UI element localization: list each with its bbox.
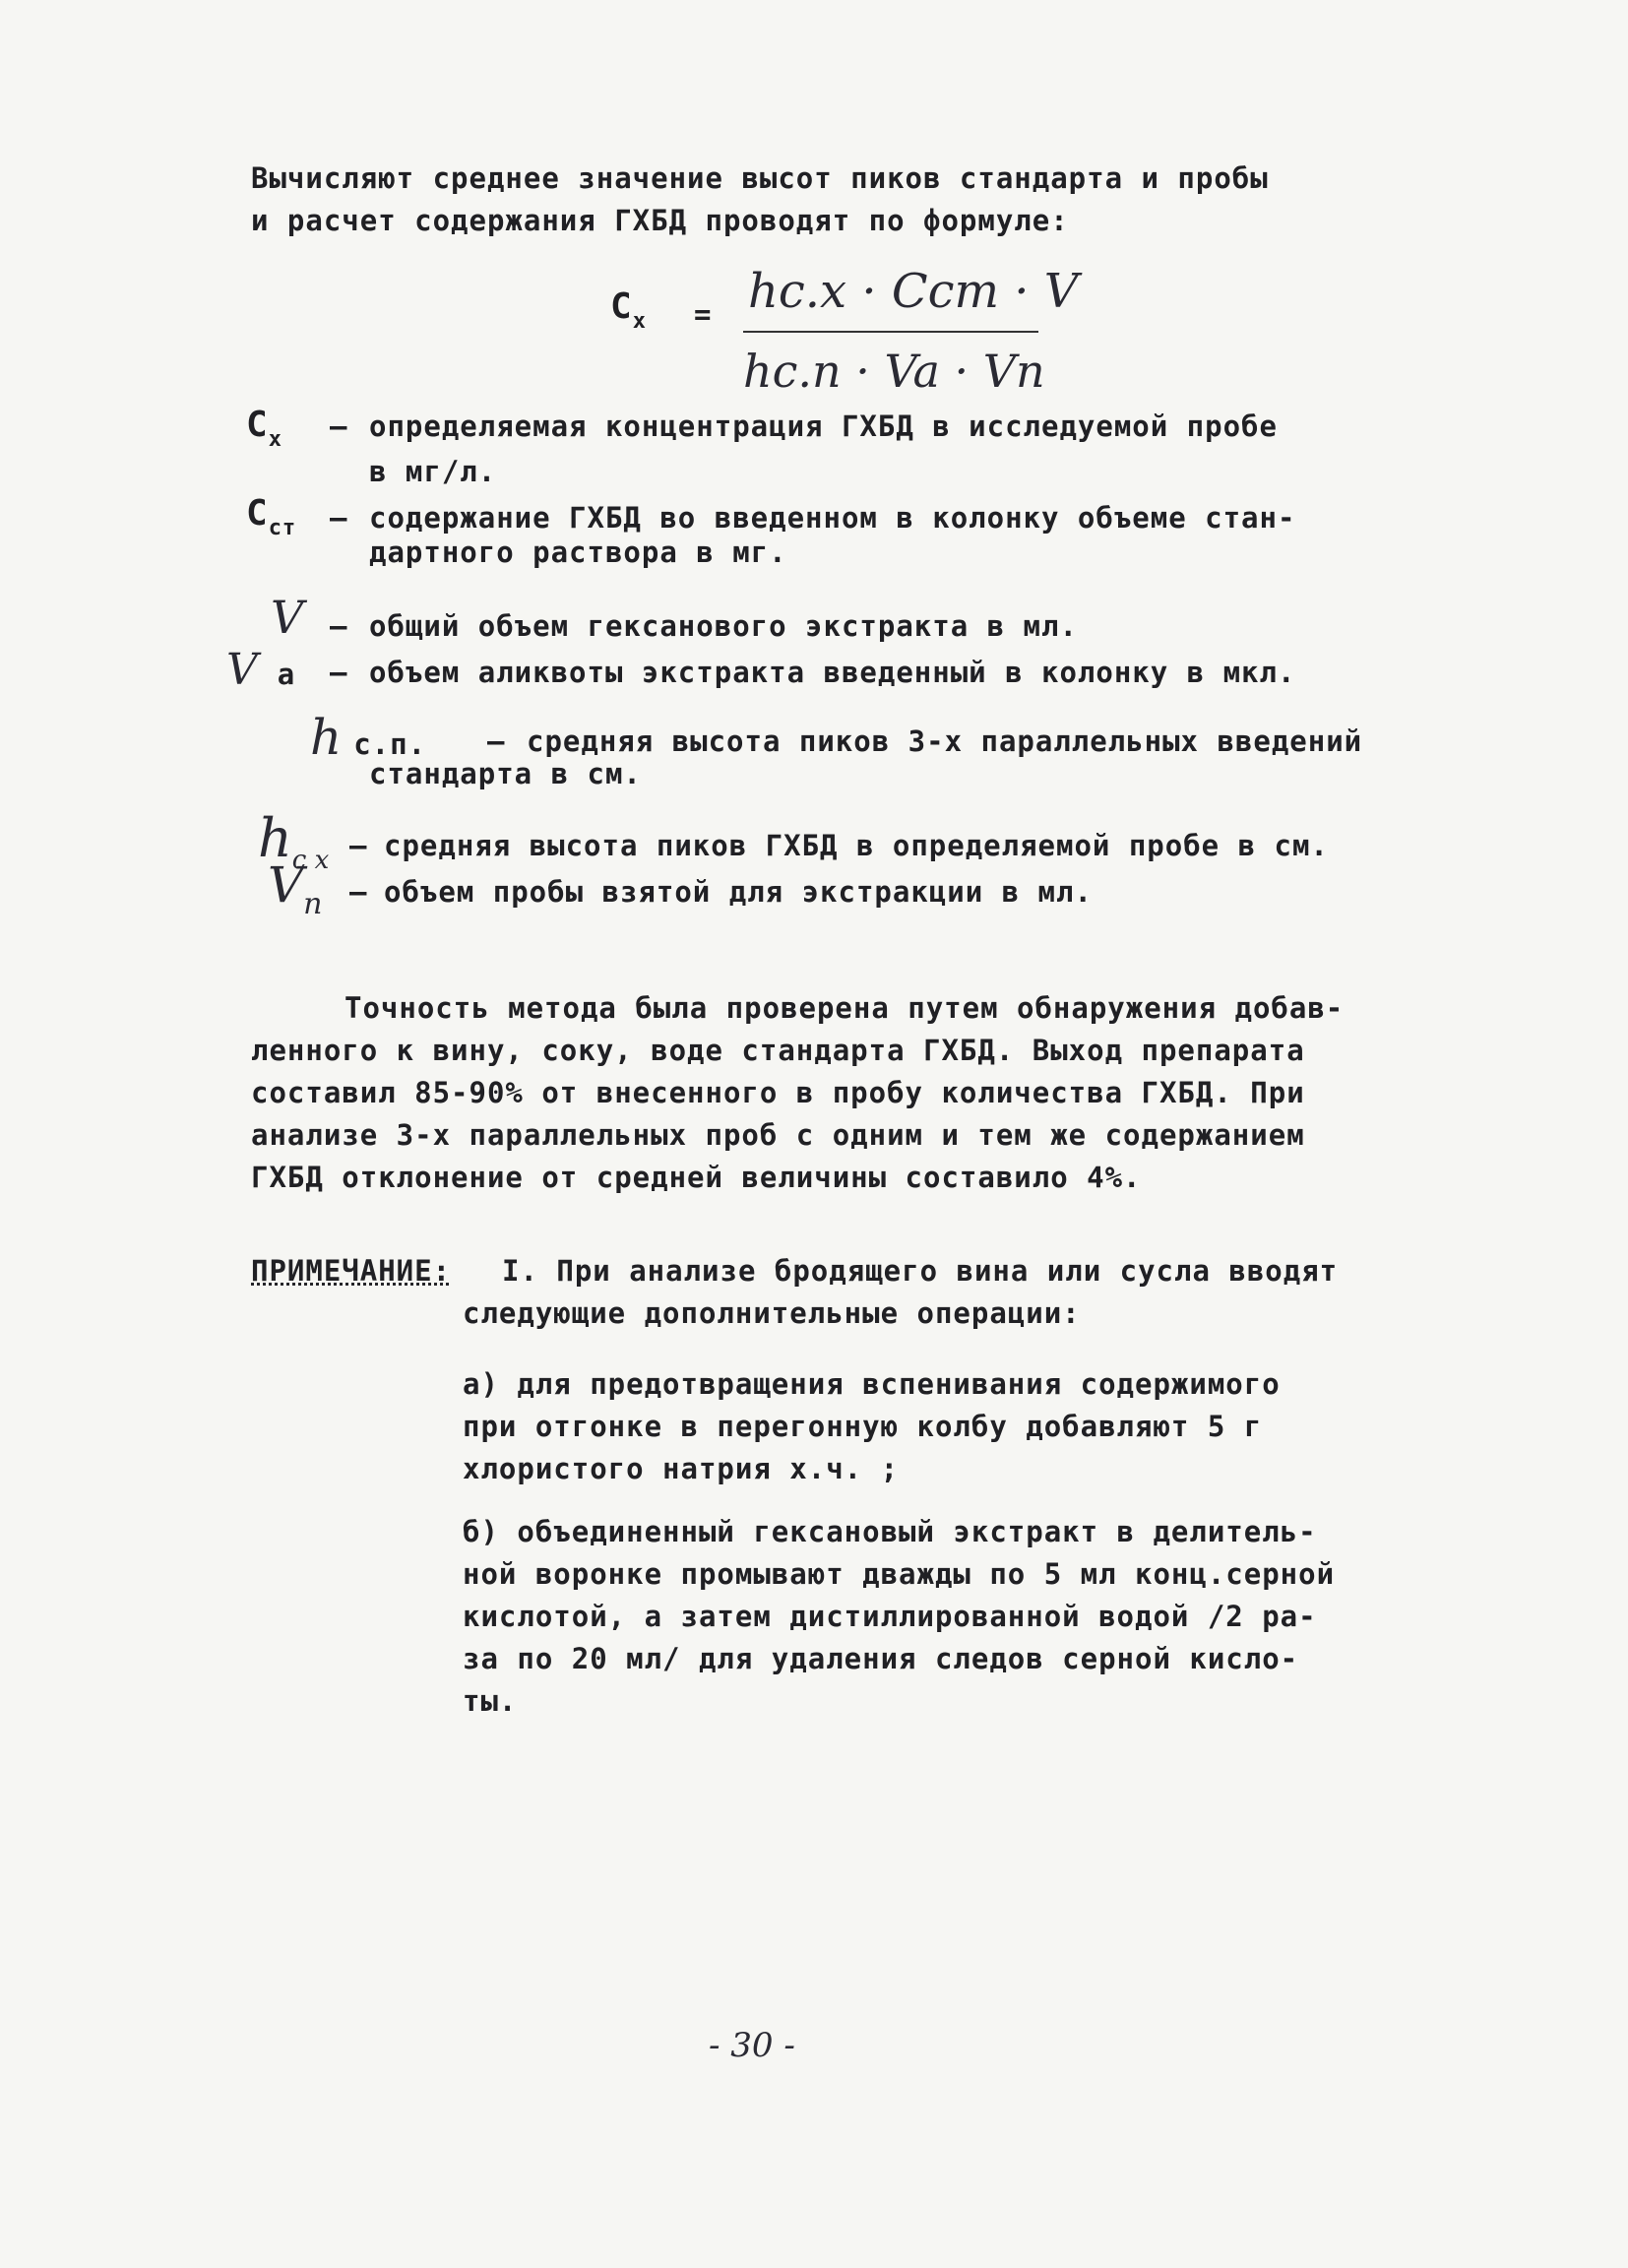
formula-lhs: C: [610, 286, 633, 327]
definition-va-dash: –: [330, 656, 348, 689]
page-number: - 30 -: [709, 2026, 795, 2065]
definition-cst-symbol: Cст: [246, 493, 297, 540]
formula-equals: =: [694, 297, 713, 331]
definition-cx-text-1: определяемая концентрация ГХБД в исследуемой пробе: [369, 410, 1278, 443]
intro-line-1: Вычисляют среднее значение высот пиков стандарта и пробы: [251, 161, 1269, 195]
note-a-line-3: хлористого натрия х.ч. ;: [463, 1452, 900, 1485]
accuracy-line-2: ленного к вину, соку, воде стандарта ГХБД. Выход препарата: [251, 1034, 1305, 1067]
definition-hsp-symbol: hс.п.: [310, 709, 427, 766]
definition-v-symbol: V: [271, 591, 304, 644]
definition-hsp-dash: –: [487, 724, 506, 758]
definition-hsp-text-2: стандарта в см.: [369, 757, 642, 790]
definition-v-dash: –: [330, 609, 348, 643]
note-label: ПРИМЕЧАНИЕ:: [251, 1254, 452, 1288]
formula-lhs-sub: х: [632, 309, 647, 334]
accuracy-line-1: Точность метода была проверена путем обнаружения добав-: [344, 991, 1345, 1025]
note-b-line-2: ной воронке промывают дважды по 5 мл конц.серной: [463, 1557, 1336, 1591]
note-item-1-line-1: I. При анализе бродящего вина или сусла вводят: [502, 1254, 1339, 1288]
definition-hsp-text-1: средняя высота пиков 3-х параллельных введений: [527, 724, 1363, 758]
definition-cst-text-1: содержание ГХБД во введенном в колонку объеме стан-: [369, 501, 1296, 535]
definition-vn-symbol: Vп: [268, 856, 323, 921]
definition-vn-dash: –: [349, 875, 368, 909]
formula: [610, 285, 647, 333]
note-a-line-2: при отгонке в перегонную колбу добавляют 5 г: [463, 1410, 1263, 1443]
definition-cst-text-2: дартного раствора в мг.: [369, 536, 787, 569]
definition-cx-text-2: в мг/л.: [369, 455, 497, 488]
accuracy-line-4: анализе 3-х параллельных проб с одним и тем же содержанием: [251, 1118, 1305, 1152]
definition-hsx-dash: –: [349, 829, 368, 862]
accuracy-line-3: составил 85-90% от внесенного в пробу количества ГХБД. При: [251, 1076, 1305, 1109]
definition-va-text: объем аликвоты экстракта введенный в колонку в мкл.: [369, 656, 1296, 689]
definition-hsx-symbol: hс х: [258, 807, 330, 875]
intro-line-2: и расчет содержания ГХБД проводят по формуле:: [251, 204, 1069, 237]
note-item-1-line-2: следующие дополнительные операции:: [463, 1296, 1081, 1330]
note-a-line-1: а) для предотвращения вспенивания содержимого: [463, 1367, 1281, 1401]
formula-numerator: hс.х · Сст · V: [748, 264, 1079, 319]
formula-fraction-line: [743, 331, 1038, 333]
definition-hsx-text: средняя высота пиков ГХБД в определяемой пробе в см.: [384, 829, 1329, 862]
formula-denominator: hс.п · Va · Vп: [743, 345, 1045, 398]
note-b-line-4: за по 20 мл/ для удаления следов серной кисло-: [463, 1642, 1299, 1675]
definition-v-text: общий объем гексанового экстракта в мл.: [369, 609, 1078, 643]
definition-cst-dash: –: [330, 501, 348, 535]
note-b-line-1: б) объединенный гексановый экстракт в делитель-: [463, 1515, 1317, 1548]
definition-cx-symbol: Cх: [246, 405, 282, 452]
note-b-line-3: кислотой, а затем дистиллированной водой /2 ра-: [463, 1600, 1317, 1633]
note-b-line-5: ты.: [463, 1684, 518, 1718]
definition-va-symbol: Va: [226, 645, 296, 695]
accuracy-line-5: ГХБД отклонение от средней величины составило 4%.: [251, 1161, 1142, 1194]
definition-vn-text: объем пробы взятой для экстракции в мл.: [384, 875, 1093, 909]
definition-cx-dash: –: [330, 410, 348, 443]
